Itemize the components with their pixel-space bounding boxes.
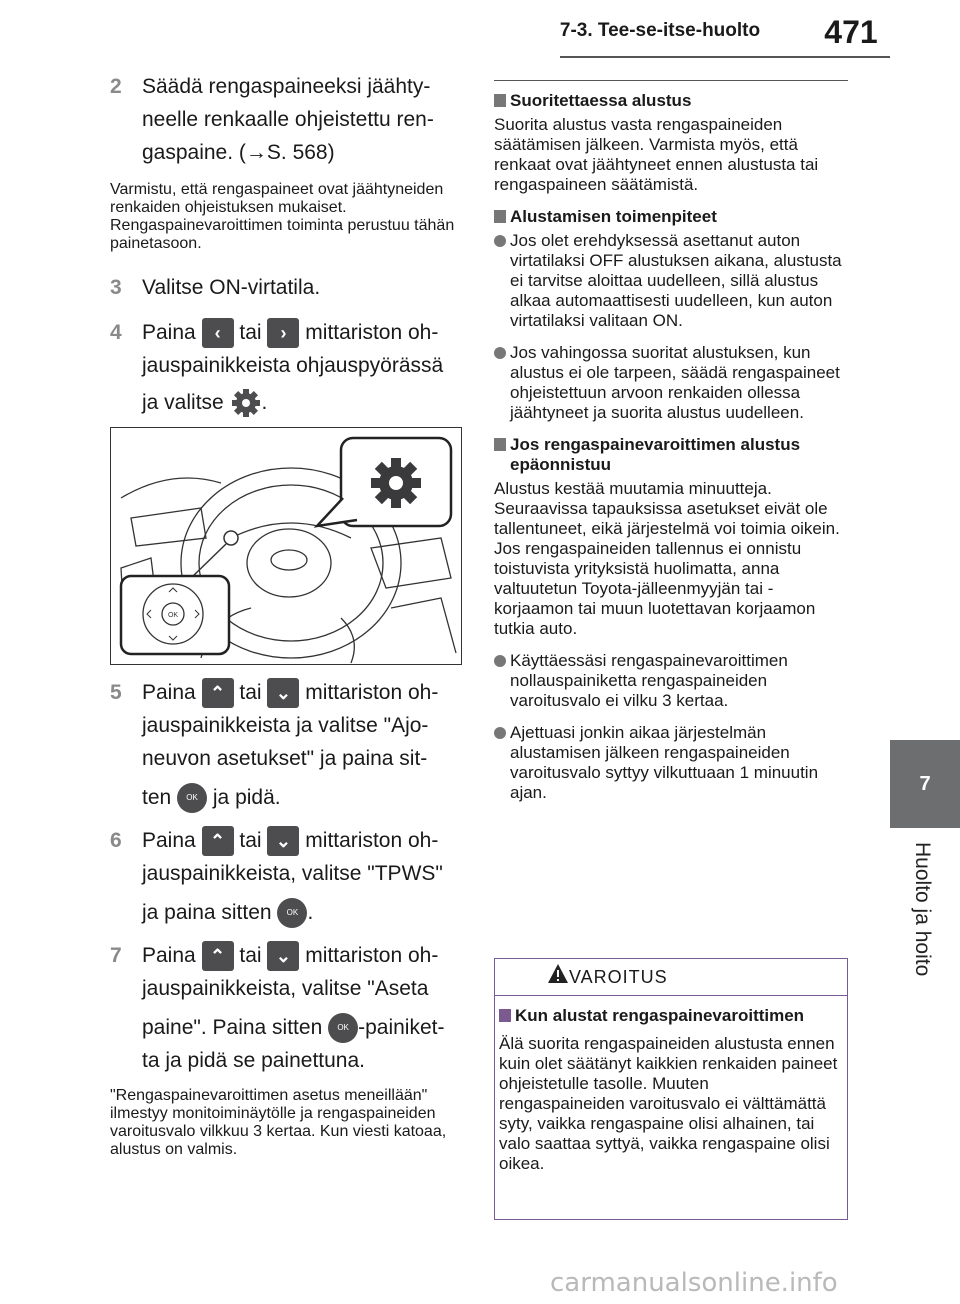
warning-heading (499, 1006, 839, 1026)
chapter-tab[interactable]: 7 (890, 740, 960, 828)
section-title: 7-3. Tee-se-itse-huolto (559, 20, 761, 41)
header-rule (560, 56, 890, 58)
square-bullet-icon (494, 438, 506, 451)
ok-button-icon: OK (328, 1013, 358, 1043)
step-number: 5 (110, 681, 122, 704)
step-3 (110, 271, 470, 304)
step-4-line-2: jauspainikkeista ohjauspyörässä (142, 354, 444, 377)
step-4-line-3a: ja valitse (142, 391, 224, 414)
step-5-line-3: neuvon asetukset" ja paina sit- (142, 747, 428, 770)
step-4-text-b: tai (239, 321, 262, 344)
heading-text: Jos rengaspainevaroittimen alustus epäonnistuu (510, 435, 801, 474)
ok-text: OK (167, 612, 179, 619)
watermark: carmanualsonline.info (550, 1268, 838, 1298)
chapter-label (880, 842, 960, 1002)
step-7-line-3b: -painiket- (358, 1016, 445, 1039)
square-bullet-icon (499, 1009, 511, 1022)
step-number: 4 (110, 321, 122, 344)
chevron-up-icon: ⌃ (202, 826, 234, 856)
step-4 (110, 316, 470, 419)
step-6-line-3a: ja paina sitten (142, 901, 272, 924)
step-5-line-4a: ten (142, 786, 172, 809)
heading-text: Alustamisen toimenpiteet (510, 207, 717, 226)
heading-failure (494, 435, 848, 475)
step-5-line-4b: ja pidä. (212, 786, 281, 809)
warning-header (495, 959, 847, 996)
left-column-lower (110, 676, 470, 1177)
paragraph-failure: Alustus kestää muutamia minuutteja. Seuraavissa tapauksissa asetukset eivät ole tallentuneet, eikä järjestelmä voi toimia oikein. Jos rengaspaineiden tallennus ei onnistu toistuvista yrityksistä huolimatta, anna valtuutetun Toyota-jälleenmyyjän tai -korjaamon tai muun luotettavan korjaamon tutkia auto. (494, 479, 840, 638)
step-6-text-b: tai (239, 829, 262, 852)
list-item-text: Jos olet erehdyksessä asettanut auton virtatilaksi OFF alustuksen aikana, alustusta ei tarvitse aloittaa uudelleen, sillä alustus alkaa automaattisesti uudelleen, kun auton virtatilaksi valitaan ON. (510, 231, 842, 330)
right-column (494, 80, 848, 815)
list-item (494, 231, 848, 331)
step-number: 2 (110, 75, 122, 98)
chevron-up-icon: ⌃ (202, 678, 234, 708)
list-item-text: Jos vahingossa suoritat alustuksen, kun alustus ei ole tarpeen, säädä rengaspaineet ohjeistettuun arvoon renkaiden ollessa jäähtyneet ja suorita alustus uudelleen. (510, 343, 840, 422)
steering-wheel-drawing (111, 428, 461, 664)
circle-bullet-icon (494, 347, 506, 359)
chevron-up-icon: ⌃ (202, 941, 234, 971)
step-5 (110, 676, 470, 814)
steering-wheel-illustration (110, 427, 462, 665)
step-2-line-2: neelle renkaalle ohjeistettu ren- (142, 108, 434, 131)
warning-title: VAROITUS (569, 967, 668, 987)
step-2-note: Varmistu, että rengaspaineet ovat jäähtyneiden renkaiden ohjeistuksen mukaiset. Rengaspainevaroittimen toiminta perustuu tähän painetasoon. (110, 181, 455, 252)
step-number: 3 (110, 276, 122, 299)
circle-bullet-icon (494, 235, 506, 247)
step-5-line-2: jauspainikkeista ja valitse "Ajo- (142, 714, 429, 737)
page-number: 471 (824, 14, 878, 50)
step-4-text-c: mittariston oh- (305, 321, 439, 344)
ok-button-icon: OK (277, 898, 307, 928)
step-number: 7 (110, 944, 122, 967)
square-bullet-icon (494, 210, 506, 223)
step-7-note: "Rengaspainevaroittimen asetus meneillään" ilmestyy monitoiminäytölle ja rengaspaineiden varoitusvalo vilkkuu 3 kertaa. Kun viesti katoaa, alustus on valmis. (110, 1087, 447, 1158)
left-column (110, 70, 470, 419)
warning-text: Älä suorita rengaspaineiden alustusta ennen kuin olet säätänyt kaikkien renkaiden paineet ohjeistetulle tasolle. Muuten rengaspaineiden varoitusvalo ei välttämättä syty, vaikka rengaspaine olisi alhainen, tai valo saattaa syttyä, vaikka rengaspaine olisi oikea. (499, 1034, 838, 1173)
step-7-text-b: tai (239, 944, 262, 967)
step-2-line-1: Säädä rengaspaineeksi jäähty- (142, 75, 431, 98)
chevron-down-icon: ⌄ (267, 826, 299, 856)
step-5-text-a: Paina (142, 681, 196, 704)
list-item (494, 723, 848, 803)
gear-icon (230, 387, 262, 419)
step-7-line-4: ta ja pidä se painettuna. (142, 1049, 366, 1072)
step-6-line-3b: . (307, 901, 314, 924)
warning-triangle-icon (547, 963, 569, 985)
chevron-down-icon: ⌄ (267, 941, 299, 971)
step-5-text-b: tai (239, 681, 262, 704)
circle-bullet-icon (494, 727, 506, 739)
list-item (494, 343, 848, 423)
step-6 (110, 824, 470, 929)
step-7-text-a: Paina (142, 944, 196, 967)
step-7-line-3a: paine". Paina sitten (142, 1016, 323, 1039)
chevron-left-icon: ‹ (202, 318, 234, 348)
step-7-text-c: mittariston oh- (305, 944, 439, 967)
chevron-right-icon: › (267, 318, 299, 348)
section-divider (494, 80, 848, 81)
step-6-text-a: Paina (142, 829, 196, 852)
list-item (494, 651, 848, 711)
square-bullet-icon (494, 94, 506, 107)
step-4-text-a: Paina (142, 321, 196, 344)
step-7 (110, 939, 470, 1077)
list-item-text: Käyttäessäsi rengaspainevaroittimen nollauspainiketta rengaspaineiden varoitusvalo ei vilku 3 kertaa. (510, 651, 788, 710)
step-number: 6 (110, 829, 122, 852)
heading-text: Suoritettaessa alustus (510, 91, 692, 110)
chapter-label-text: Huolto ja hoito (911, 842, 934, 977)
heading-initialization (494, 91, 848, 111)
step-5-text-c: mittariston oh- (305, 681, 439, 704)
circle-bullet-icon (494, 655, 506, 667)
list-item-text: Ajettuasi jonkin aikaa järjestelmän alustamisen jälkeen rengaspaineiden varoitusvalo syttyy vilkuttuaan 1 minuutin ajan. (510, 723, 819, 802)
step-2 (110, 70, 470, 169)
paragraph-initialization: Suorita alustus vasta rengaspaineiden säätämisen jälkeen. Varmista myös, että renkaat ovat jäähtyneet ennen alustusta tai rengaspaineen säätämistä. (494, 115, 819, 194)
step-7-line-2: jauspainikkeista, valitse "Aseta (142, 977, 429, 1000)
warning-box (494, 958, 848, 1220)
ok-button-icon: OK (177, 783, 207, 813)
heading-procedure (494, 207, 848, 227)
warning-heading-text: Kun alustat rengaspainevaroittimen (515, 1006, 805, 1025)
step-4-line-3b: . (261, 391, 268, 414)
step-6-line-2: jauspainikkeista, valitse "TPWS" (142, 862, 443, 885)
step-6-text-c: mittariston oh- (305, 829, 439, 852)
chevron-down-icon: ⌄ (267, 678, 299, 708)
step-2-line-3: gaspaine. (→S. 568) (142, 141, 335, 164)
step-3-text: Valitse ON-virtatila. (142, 276, 321, 299)
